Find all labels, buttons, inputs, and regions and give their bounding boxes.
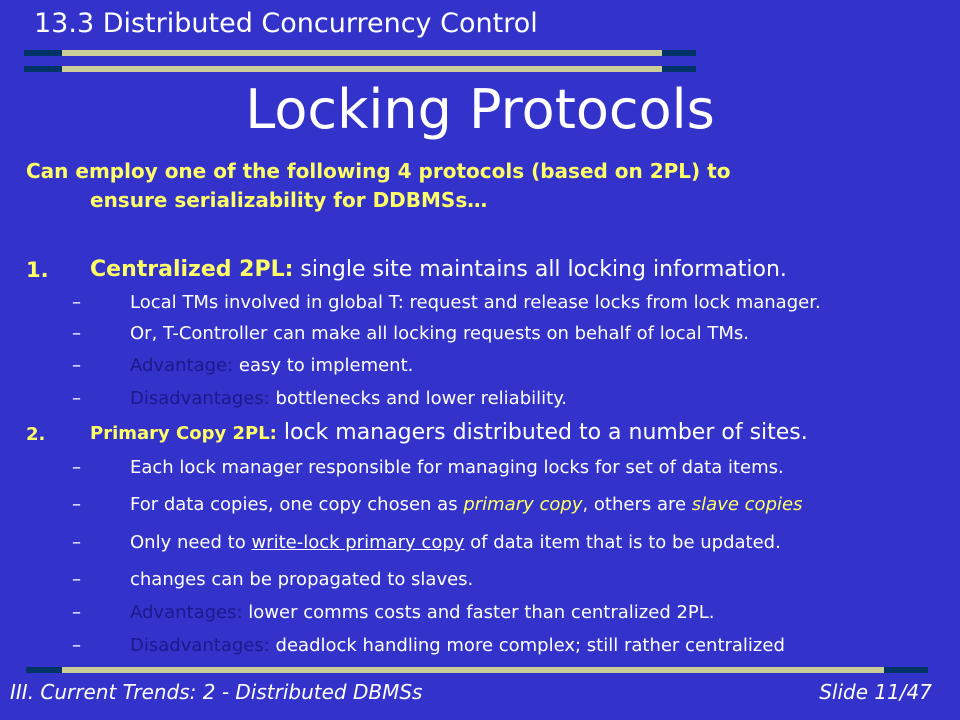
top-bar-light-2 <box>62 66 662 72</box>
item-text-2: lock managers distributed to a number of sites. <box>276 420 808 445</box>
top-bar-dark-left-1 <box>24 50 62 56</box>
dash-1-4: – <box>72 388 81 409</box>
dash-2-5: – <box>72 602 81 623</box>
item-text-1: single site maintains all locking information. <box>293 257 787 282</box>
top-bar-dark-left-2 <box>24 66 62 72</box>
bullet-1-3 <box>130 355 413 376</box>
dash-2-4: – <box>72 569 81 590</box>
bullet-2-2-part2: , others are <box>582 494 692 515</box>
bullet-2-5-text: lower comms costs and faster than centralized 2PL. <box>242 602 715 623</box>
top-bar-dark-right-1 <box>662 50 696 56</box>
item-label-2: Primary Copy 2PL: <box>90 423 277 444</box>
intro-line-1: Can employ one of the following 4 protocols (based on 2PL) to <box>26 159 731 183</box>
item-heading-2 <box>90 420 808 445</box>
dash-1-2: – <box>72 323 81 344</box>
bullet-2-3-part2: of data item that is to be updated. <box>464 532 781 553</box>
bullet-2-2-primary-copy: primary copy <box>463 494 583 515</box>
item-number-1: 1. <box>26 258 49 282</box>
dash-2-1: – <box>72 457 81 478</box>
footer-course: III. Current Trends: 2 - Distributed DBMSs <box>10 680 423 704</box>
bullet-2-6-prefix: Disadvantages: <box>130 635 270 656</box>
footer-slide-number: Slide 11/47 <box>819 680 932 704</box>
dash-1-1: – <box>72 292 81 313</box>
dash-2-3: – <box>72 532 81 553</box>
bullet-1-2: Or, T-Controller can make all locking requests on behalf of local TMs. <box>130 323 749 344</box>
item-number-2: 2. <box>26 424 46 445</box>
bullet-2-4: changes can be propagated to slaves. <box>130 569 474 590</box>
bullet-2-2-part1: For data copies, one copy chosen as <box>130 494 464 515</box>
bullet-2-3 <box>130 532 781 553</box>
intro-line-2: ensure serializability for DDBMSs… <box>90 188 488 212</box>
bullet-2-6-text: deadlock handling more complex; still rather centralized <box>269 635 785 656</box>
top-bar-light-1 <box>62 50 662 56</box>
bullet-1-4 <box>130 388 567 409</box>
item-label-1: Centralized 2PL: <box>90 257 294 282</box>
item-heading-1 <box>90 257 787 282</box>
bullet-2-1: Each lock manager responsible for managing locks for set of data items. <box>130 457 784 478</box>
bullet-2-2 <box>130 494 802 515</box>
dash-1-3: – <box>72 355 81 376</box>
bottom-bar-dark-right <box>884 667 928 673</box>
bullet-2-3-underline: write-lock primary copy <box>251 532 465 553</box>
bullet-2-5-prefix: Advantages: <box>130 602 243 623</box>
bullet-2-5 <box>130 602 715 623</box>
slide-title: Locking Protocols <box>245 78 715 141</box>
bullet-2-6 <box>130 635 785 656</box>
bullet-1-4-prefix: Disadvantages: <box>130 388 270 409</box>
dash-2-6: – <box>72 635 81 656</box>
top-bar-dark-right-2 <box>662 66 696 72</box>
section-title: 13.3 Distributed Concurrency Control <box>34 8 538 39</box>
intro-text <box>26 157 926 215</box>
bullet-2-2-slave-copies: slave copies <box>691 494 803 515</box>
bottom-bar-dark-left <box>26 667 62 673</box>
bullet-1-4-text: bottlenecks and lower reliability. <box>269 388 568 409</box>
bullet-1-3-prefix: Advantage: <box>130 355 234 376</box>
bullet-2-3-part1: Only need to <box>130 532 252 553</box>
bullet-1-3-text: easy to implement. <box>233 355 414 376</box>
dash-2-2: – <box>72 494 81 515</box>
bottom-bar-light <box>62 667 884 673</box>
bullet-1-1: Local TMs involved in global T: request and release locks from lock manager. <box>130 292 821 313</box>
